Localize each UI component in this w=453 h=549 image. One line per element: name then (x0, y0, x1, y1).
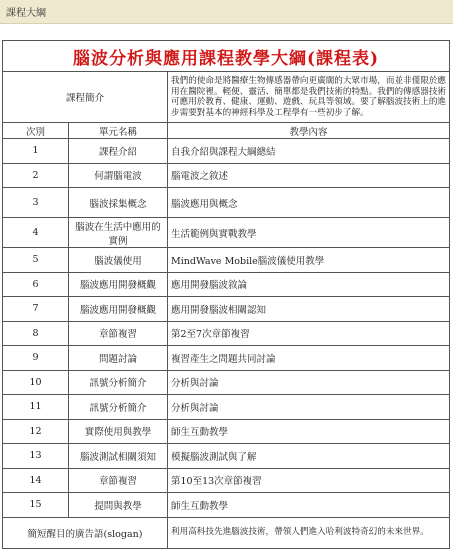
table-row (3, 370, 450, 395)
table-row (3, 346, 450, 371)
row-number: 7 (3, 297, 69, 322)
row-content: 師生互動教學 (168, 419, 450, 444)
row-unit: 腦波採集概念 (69, 188, 168, 218)
row-content: 分析與討論 (168, 370, 450, 395)
table-header-row (3, 123, 450, 139)
intro-text: 我們的使命是將醫療生物傳感器帶向更廣闊的大眾市場，而並非僅限於應用在醫院裡。輕便、靈活、簡單都是我們技術的特點。我們的傳感器技術可應用於教育、健康、運動、遊戲、玩具等領域。要了解腦波技術上的進步需要對基本的神經科學及工程學有一些初步了解。 (168, 72, 450, 123)
slogan-text: 利用高科技先進腦波技術，帶領人們進入哈利波特奇幻的未來世界。 (168, 517, 450, 548)
row-unit: 腦波測試相關須知 (69, 444, 168, 469)
row-content: 模擬腦波測試與了解 (168, 444, 450, 469)
column-header-unit: 單元名稱 (69, 123, 168, 139)
row-unit: 章節複習 (69, 468, 168, 493)
row-content: 第10至13次章節複習 (168, 468, 450, 493)
row-number: 14 (3, 468, 69, 493)
table-row (3, 419, 450, 444)
table-row (3, 297, 450, 322)
table-row (3, 163, 450, 188)
row-number: 2 (3, 163, 69, 188)
row-unit: 問題討論 (69, 346, 168, 371)
row-unit: 實際使用與教學 (69, 419, 168, 444)
row-number: 1 (3, 139, 69, 164)
table-row (3, 321, 450, 346)
section-header-bar (0, 0, 453, 24)
row-unit: 腦波儀使用 (69, 248, 168, 273)
row-number: 10 (3, 370, 69, 395)
table-row (3, 139, 450, 164)
table-row (3, 218, 450, 248)
row-number: 3 (3, 188, 69, 218)
table-row (3, 493, 450, 518)
row-unit: 章節複習 (69, 321, 168, 346)
slogan-label: 簡短醒目的廣告語(slogan) (3, 517, 168, 548)
row-content: MindWave Mobile腦波儀使用教學 (168, 248, 450, 273)
row-content: 第2至7次章節複習 (168, 321, 450, 346)
row-unit: 腦波在生活中應用的實例 (69, 218, 168, 248)
course-syllabus-table (2, 40, 450, 549)
table-row (3, 395, 450, 420)
table-row (3, 468, 450, 493)
row-content: 腦波應用與概念 (168, 188, 450, 218)
row-content: 自我介紹與課程大綱總結 (168, 139, 450, 164)
row-number: 11 (3, 395, 69, 420)
row-number: 5 (3, 248, 69, 273)
intro-label: 課程簡介 (3, 72, 168, 123)
row-unit: 腦波應用開發概觀 (69, 272, 168, 297)
row-number: 12 (3, 419, 69, 444)
row-unit: 訊號分析簡介 (69, 395, 168, 420)
table-row (3, 248, 450, 273)
table-row (3, 444, 450, 469)
table-row (3, 272, 450, 297)
row-unit: 腦波應用開發概觀 (69, 297, 168, 322)
row-number: 8 (3, 321, 69, 346)
row-unit: 何謂腦電波 (69, 163, 168, 188)
table-row (3, 188, 450, 218)
row-number: 13 (3, 444, 69, 469)
column-header-number: 次別 (3, 123, 69, 139)
row-content: 分析與討論 (168, 395, 450, 420)
row-content: 應用開發腦波敘論 (168, 272, 450, 297)
row-content: 腦電波之敘述 (168, 163, 450, 188)
section-header-title: 課程大綱 (6, 8, 46, 19)
row-unit: 課程介紹 (69, 139, 168, 164)
syllabus-title: 腦波分析與應用課程教學大綱(課程表) (3, 41, 450, 72)
row-content: 師生互動教學 (168, 493, 450, 518)
row-content: 複習產生之問題共同討論 (168, 346, 450, 371)
row-number: 15 (3, 493, 69, 518)
row-content: 應用開發腦波相關認知 (168, 297, 450, 322)
column-header-content: 教學內容 (168, 123, 450, 139)
row-unit: 訊號分析簡介 (69, 370, 168, 395)
row-content: 生活範例與實戰教學 (168, 218, 450, 248)
row-number: 6 (3, 272, 69, 297)
row-unit: 提問與教學 (69, 493, 168, 518)
row-number: 4 (3, 218, 69, 248)
row-number: 9 (3, 346, 69, 371)
